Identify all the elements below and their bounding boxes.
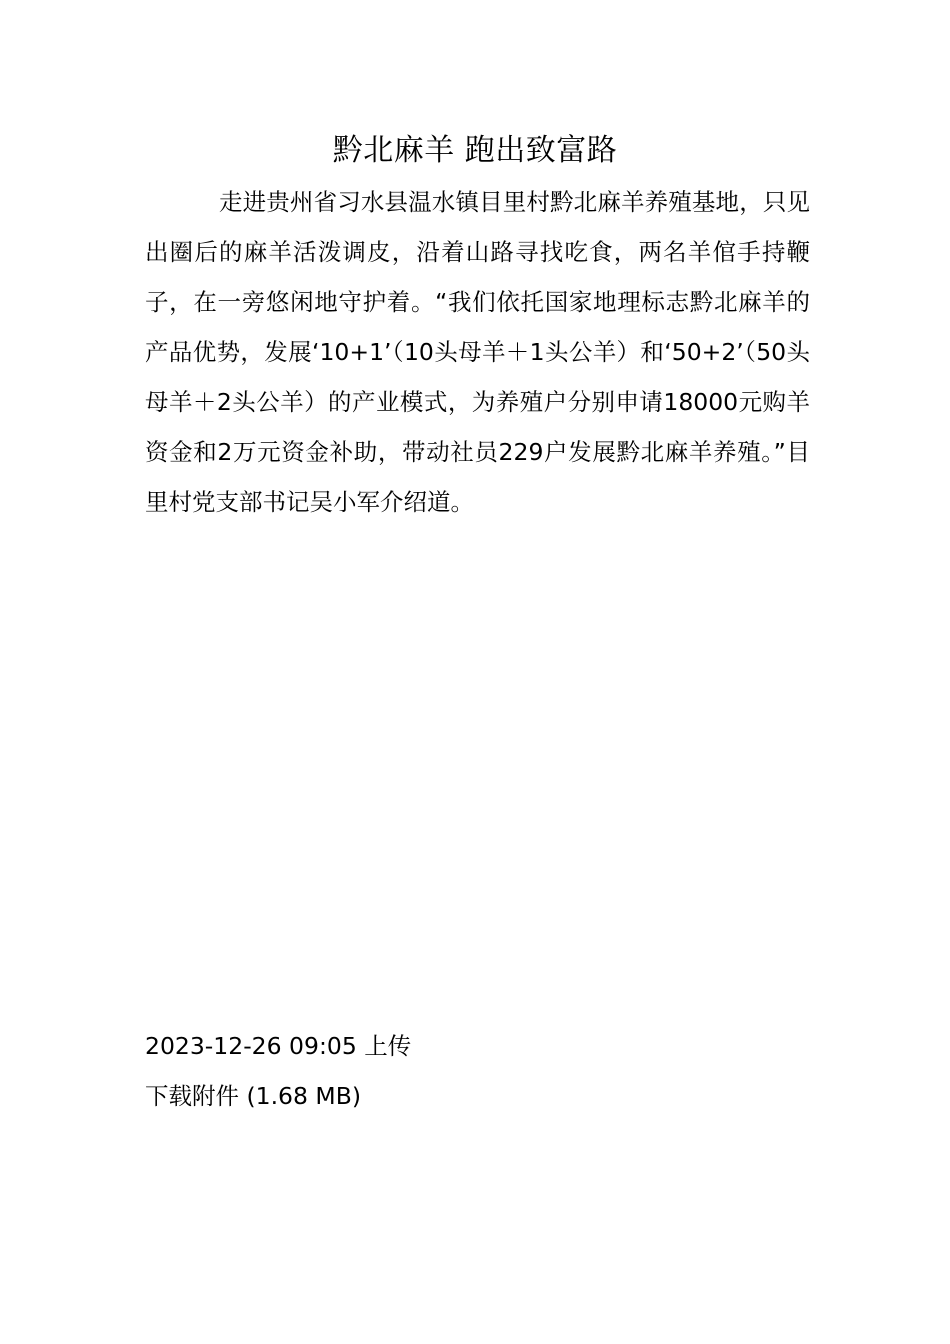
article-body: 走进贵州省习水县温水镇目里村黔北麻羊养殖基地，只见出圈后的麻羊活泼调皮，沿着山路寻找吃食，两名羊倌手持鞭子，在一旁悠闲地守护着。“我们依托国家地理标志黔北麻羊的产品优势，发展‘10+1’（10头母羊＋1头公羊）和‘50+2’（50头母羊＋2头公羊）的产业模式，为养殖户分别申请18000元购羊资金和2万元资金补助，带动社员229户发展黔北麻羊养殖。”目里村党支部书记吴小军介绍道。 [145,188,810,516]
upload-timestamp: 2023-12-26 09:05 上传 [145,1032,412,1060]
download-attachment-link[interactable]: 下载附件 (1.68 MB) [145,1082,361,1110]
article-title: 黔北麻羊 跑出致富路 [332,133,618,168]
attachment-download [145,1071,361,1121]
